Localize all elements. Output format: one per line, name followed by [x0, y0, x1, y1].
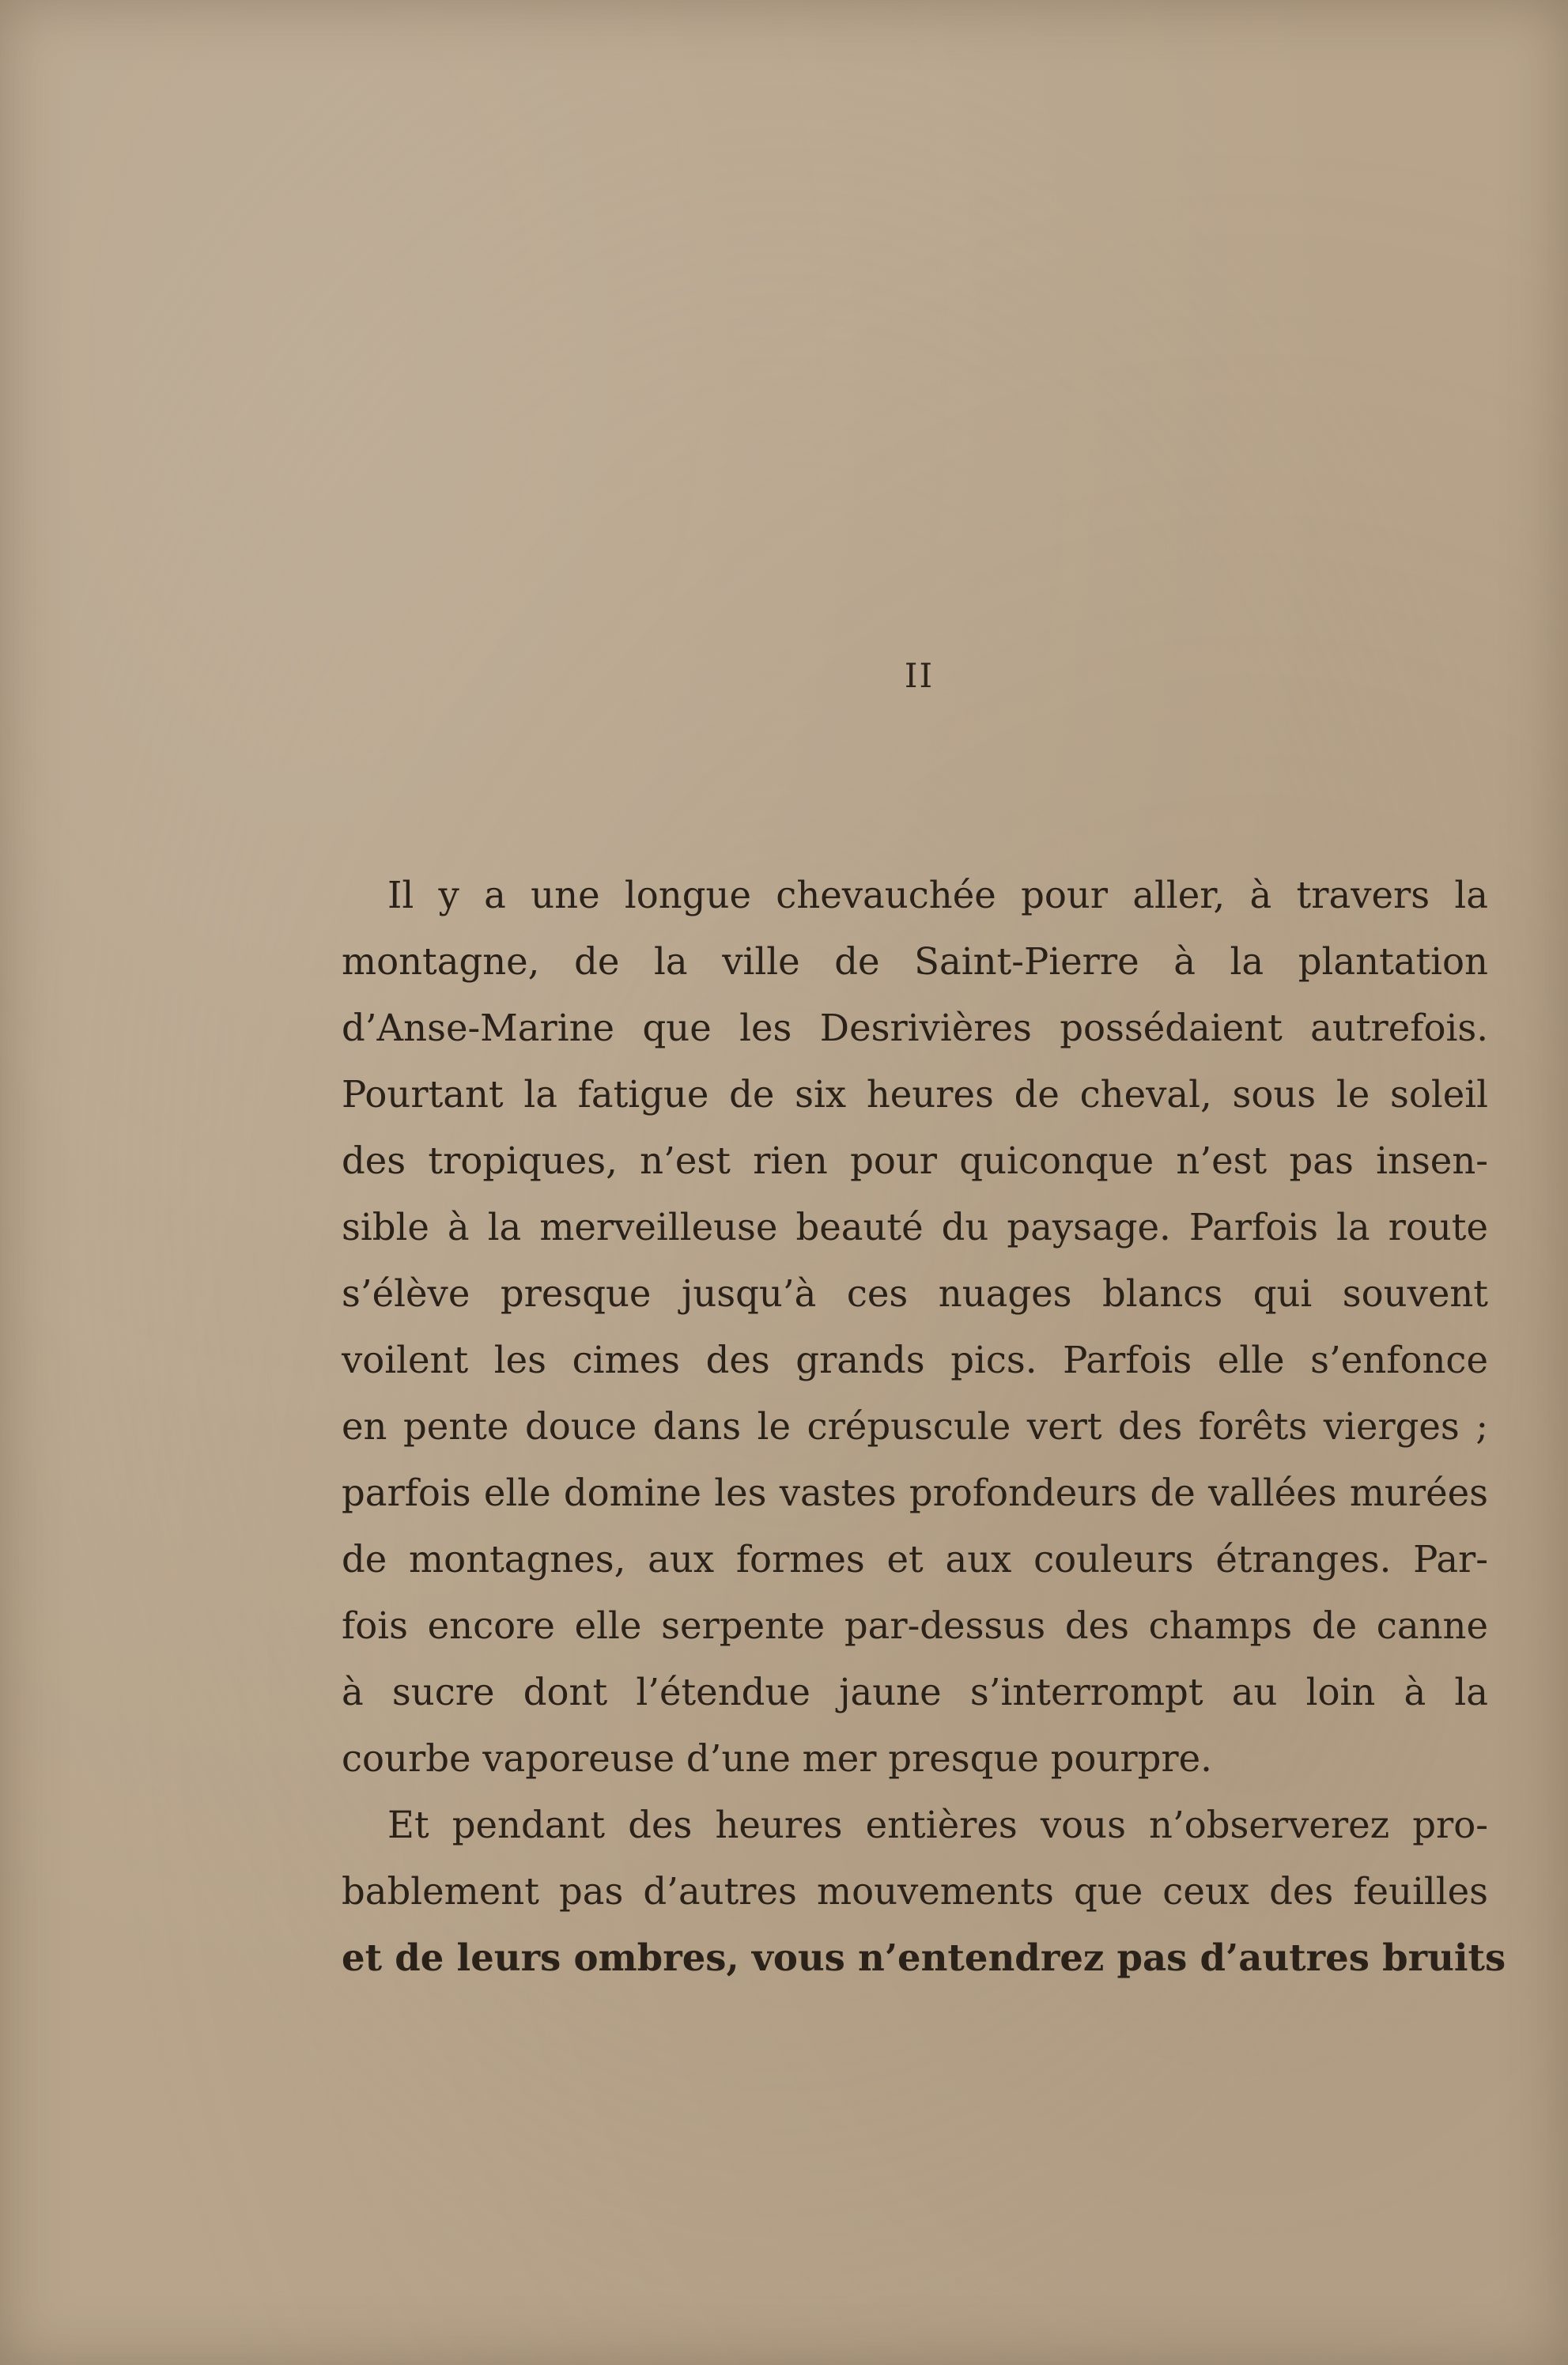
text-line: des tropiques, n’est rien pour quiconque n’est pas insen- [342, 1139, 1488, 1182]
text-line: à sucre dont l’étendue jaune s’interrompt au loin à la [342, 1671, 1488, 1713]
text-line: fois encore elle serpente par-dessus des champs de canne [342, 1604, 1488, 1647]
chapter-number: II [904, 656, 935, 695]
text-line: s’élève presque jusqu’à ces nuages blancs qui souvent [342, 1272, 1488, 1315]
text-line: parfois elle domine les vastes profondeurs de vallées murées [342, 1472, 1488, 1514]
paragraph-1 [342, 862, 1488, 1792]
text-line: Pourtant la fatigue de six heures de cheval, sous le soleil [342, 1073, 1488, 1116]
text-line: en pente douce dans le crépuscule vert des forêts vierges ; [342, 1405, 1488, 1448]
text-line: et de leurs ombres, vous n’entendrez pas d’autres bruits [342, 1936, 1506, 1979]
text-line: montagne, de la ville de Saint-Pierre à la plantation [342, 940, 1488, 983]
body-text [342, 862, 1506, 1991]
text-line: voilent les cimes des grands pics. Parfois elle s’enfonce [342, 1339, 1488, 1381]
text-line: d’Anse-Marine que les Desrivières possédaient autrefois. [342, 1007, 1488, 1049]
text-line: courbe vaporeuse d’une mer presque pourpre. [342, 1737, 1212, 1780]
paragraph-2 [342, 1792, 1506, 1991]
text-line: Et pendant des heures entières vous n’observerez pro- [387, 1804, 1488, 1846]
text-line: de montagnes, aux formes et aux couleurs étranges. Par- [342, 1538, 1488, 1581]
text-line: sible à la merveilleuse beauté du paysage. Parfois la route [342, 1206, 1488, 1249]
text-line: bablement pas d’autres mouvements que ceux des feuilles [342, 1870, 1488, 1913]
text-line: Il y a une longue chevauchée pour aller, à travers la [387, 874, 1488, 916]
